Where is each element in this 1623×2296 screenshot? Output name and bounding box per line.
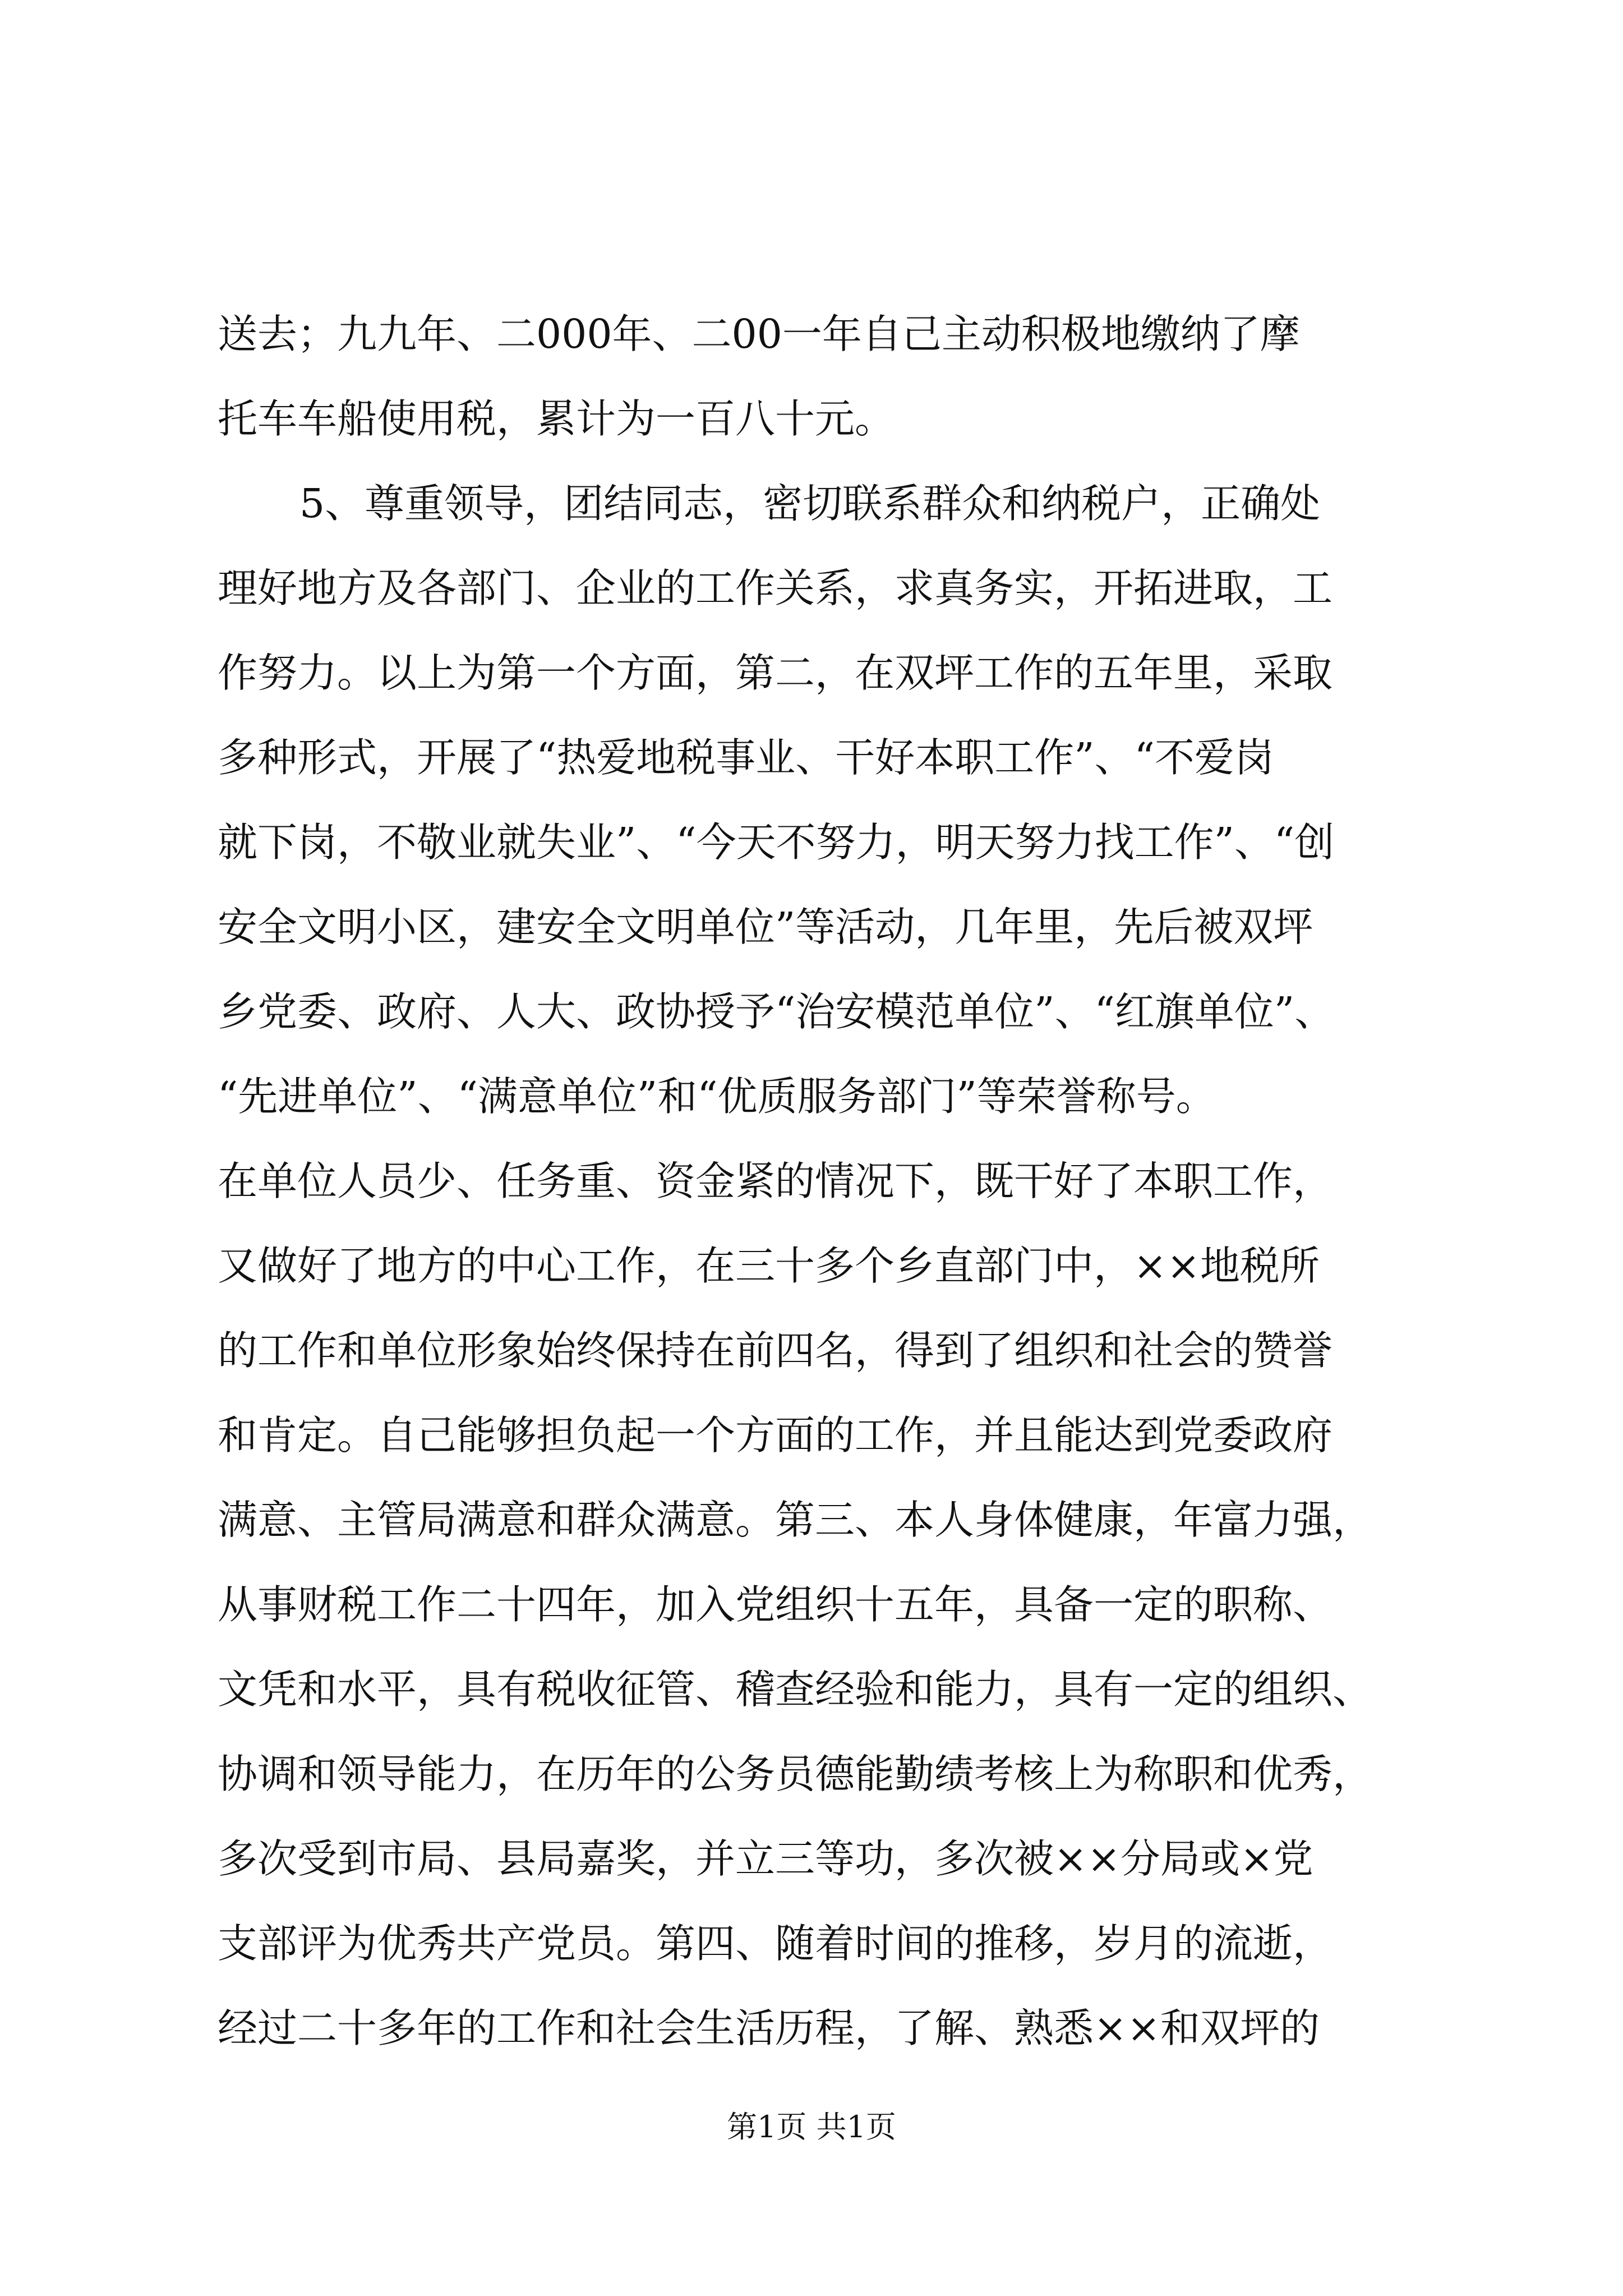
- text-line: 经过二十多年的工作和社会生活历程，了解、熟悉××和双坪的: [218, 2005, 1320, 2051]
- text-line: 送去；九九年、二000年、二00一年自己主动积极地缴纳了摩: [218, 311, 1300, 357]
- text-line: 就下岗，不敬业就失业”、“今天不努力，明天努力找工作”、“创: [218, 819, 1335, 866]
- text-line: 协调和领导能力，在历年的公务员德能勤绩考核上为称职和优秀，: [218, 1751, 1373, 1797]
- text-line: 多次受到市局、县局嘉奖，并立三等功，多次被××分局或×党: [218, 1835, 1313, 1882]
- text-line: 从事财税工作二十四年，加入党组织十五年，具备一定的职称、: [218, 1581, 1333, 1628]
- page-number-label: 第1页 共1页: [727, 2109, 896, 2145]
- text-line: 文凭和水平，具有税收征管、稽查经验和能力，具有一定的组织、: [218, 1666, 1373, 1713]
- text-line: 理好地方及各部门、企业的工作关系，求真务实，开拓进取，工: [218, 565, 1333, 611]
- text-line: 乡党委、政府、人大、政协授予“治安模范单位”、“红旗单位”、: [218, 988, 1335, 1035]
- text-line: 的工作和单位形象始终保持在前四名，得到了组织和社会的赞誉: [218, 1327, 1333, 1374]
- text-line: 安全文明小区，建安全文明单位”等活动，几年里，先后被双坪: [218, 904, 1313, 950]
- text-line: 满意、主管局满意和群众满意。第三、本人身体健康，年富力强，: [218, 1497, 1373, 1543]
- text-line: 5、尊重领导，团结同志，密切联系群众和纳税户，正确处: [299, 480, 1321, 527]
- text-line: 又做好了地方的中心工作，在三十多个乡直部门中，××地税所: [218, 1243, 1320, 1289]
- text-line: 在单位人员少、任务重、资金紧的情况下，既干好了本职工作，: [218, 1158, 1333, 1204]
- body-text: [218, 292, 1423, 2070]
- text-line: 多种形式，开展了“热爱地税事业、干好本职工作”、“不爱岗: [218, 734, 1274, 781]
- text-line: “先进单位”、“满意单位”和“优质服务部门”等荣誉称号。: [218, 1073, 1216, 1120]
- text-line: 作努力。以上为第一个方面，第二，在双坪工作的五年里，采取: [218, 650, 1333, 696]
- text-line: 支部评为优秀共产党员。第四、随着时间的推移，岁月的流逝，: [218, 1920, 1333, 1967]
- text-line: 和肯定。自己能够担负起一个方面的工作，并且能达到党委政府: [218, 1412, 1333, 1458]
- page-footer: [0, 2105, 1623, 2150]
- text-line: 托车车船使用税，累计为一百八十元。: [218, 395, 895, 442]
